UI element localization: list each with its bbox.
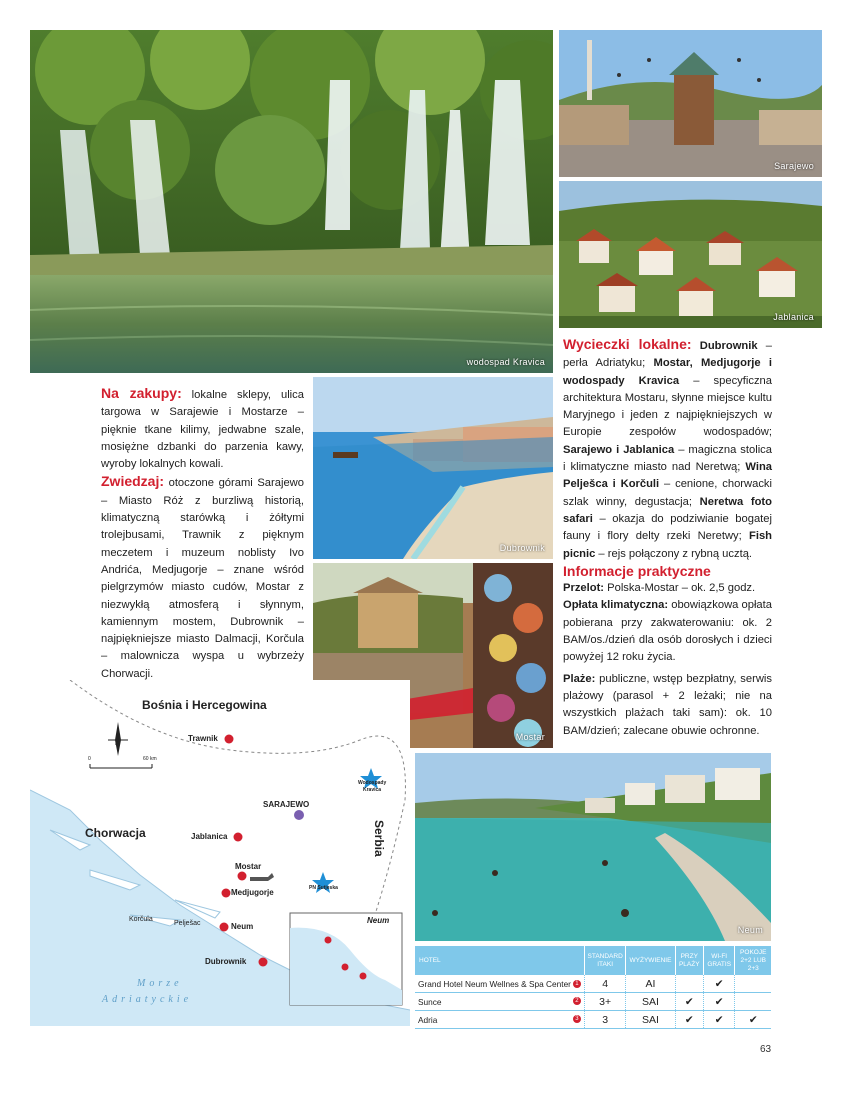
photo-caption: wodospad Kravica (466, 357, 545, 367)
fee-text: obowiązkowa opłata pobierana przy zakwaterowaniu: ok. 2 BAM/os./dzień dla osób dorosłych i dzieci powyżej 12 roku życia. (563, 599, 772, 664)
excursions-heading: Wycieczki lokalne: (563, 336, 692, 352)
map-country-serbia: Serbia (372, 820, 386, 857)
rooms-cell: ✔ (735, 1011, 771, 1029)
map-place-jablanica: Jablanica (191, 832, 228, 841)
sightseeing-paragraph (101, 473, 304, 683)
hotel-number-badge: 1 (573, 980, 581, 988)
table-row (415, 993, 771, 1011)
standard-cell: 3 (584, 1011, 625, 1029)
hotel-name-cell (415, 1011, 584, 1029)
photo-caption: Jablanica (773, 312, 814, 322)
map-country-bih: Bośnia i Hercegowina (142, 698, 267, 712)
map-place-medjugorje: Medjugorje (231, 888, 274, 897)
beach-cell: ✔ (675, 993, 703, 1011)
sightseeing-heading: Zwiedzaj: (101, 473, 165, 490)
table-header: STANDARD ITAKI (584, 946, 625, 975)
fee-paragraph (563, 597, 772, 666)
excursion-desc: – specyficzna architektura Mostaru, słynne miejsce kultu Maryjnego i jeden z najpiękniejszych w Europie zespołów wodospadów; (563, 374, 773, 439)
shopping-heading: Na zakupy: (101, 385, 182, 401)
hotel-name-cell (415, 993, 584, 1011)
excursion-name: Fish picnic (563, 530, 772, 560)
excursion-desc: – magiczna stolica i klimatyczne miasto nad Neretwą; (563, 443, 772, 474)
compass-label: N (115, 740, 121, 747)
hotel-number-badge: 3 (573, 1015, 581, 1023)
standard-cell: 4 (584, 975, 625, 993)
map-place-sutjeska: PN Sutjeska (309, 885, 338, 891)
photo-caption: Mostar (515, 732, 545, 742)
table-header: WYŻYWIENIE (626, 946, 675, 975)
region-map (30, 680, 410, 1026)
standard-cell: 3+ (584, 993, 625, 1011)
beach-text: publiczne, wstęp bezpłatny, serwis plażowy (parasol + 2 leżaki; nie na wszystkich plażach taki sam): ok. 10 BAM/dzień; zalecane obuwie ochronne. (563, 672, 772, 737)
map-place-trawnik: Trawnik (188, 734, 218, 743)
map-sea-label: Adriatyckie (102, 994, 193, 1005)
wifi-cell: ✔ (703, 975, 735, 993)
practical-info-heading: Informacje praktyczne (563, 562, 711, 579)
excursions-paragraph (563, 336, 772, 563)
flight-text: Polska-Mostar – ok. 2,5 godz. (604, 582, 756, 595)
shopping-paragraph (101, 385, 304, 473)
excursion-desc: – okazja do podziwianie bogatej fauny i flory delty rzeki Neretwy; (563, 512, 772, 543)
jablanica-photo (559, 181, 822, 328)
table-header: HOTEL (415, 946, 584, 975)
beach-label: Plaże: (563, 672, 596, 685)
wifi-cell: ✔ (703, 1011, 735, 1029)
scale-end-label: 60 km (143, 756, 157, 762)
rooms-cell (735, 993, 771, 1011)
fee-label: Opłata klimatyczna: (563, 599, 669, 612)
right-text-block (563, 336, 772, 740)
board-cell: SAI (626, 1011, 675, 1029)
excursion-name: Neretwa foto safari (563, 495, 772, 525)
hotel-name: Adria (418, 1014, 438, 1025)
map-place-korcula: Korčula (129, 916, 153, 923)
hotel-name: Sunce (418, 996, 442, 1007)
excursion-name: Dubrownik (699, 340, 758, 352)
wifi-cell: ✔ (703, 993, 735, 1011)
table-header: PRZY PLAŻY (675, 946, 703, 975)
map-place-mostar: Mostar (235, 862, 262, 871)
sightseeing-body: otoczone górami Sarajewo – Miasto Róż z burzliwą historią, klimatyczną starówką i żółtymi trolejbusami, Trawnik z pięknym meczetem i muzeum noblisty Ivo Andrića, Medjugorje – znane wśród pielgrzymów miasto cudów, Mostar z niezwykłą atmosferą i słynnym, kamiennym mostem, Dubrownik – najpiękniejsze miasto Dalmacji, Korčula – malownicza wyspa u wybrzeży Chorwacji. (101, 477, 304, 680)
shopping-body: lokalne sklepy, ulica targowa w Sarajewie i Mostarze – pięknie tkane kilimy, jedwabne szale, mosiężne dzbanki do parzenia kawy, wyroby lokalnych kowali. (101, 389, 304, 471)
table-row (415, 975, 771, 993)
neum-beach-photo (415, 753, 771, 941)
excursion-desc: – rejs połączony z rybną ucztą. (595, 547, 753, 560)
photo-caption: Sarajewo (774, 161, 814, 171)
table-row (415, 1011, 771, 1029)
map-graphic (30, 680, 410, 1026)
map-inset-label: Neum (367, 916, 390, 925)
map-sea-label: Morze (137, 978, 183, 989)
board-cell: SAI (626, 993, 675, 1011)
excursion-desc: – cenione, chorwacki szlak winny, degustacja; (563, 478, 772, 508)
excursion-name: Wina Pelješca i Korčuli (563, 461, 772, 491)
excursion-name: Mostar, Medjugorje i wodospady Kravica (563, 357, 772, 387)
flight-label: Przelot: (563, 582, 605, 595)
beach-cell: ✔ (675, 1011, 703, 1029)
beach-cell (675, 975, 703, 993)
map-place-peljesac: Pelješac (174, 920, 201, 927)
beach-paragraph (563, 671, 772, 740)
hotel-name-cell (415, 975, 584, 993)
photo-caption: Neum (737, 925, 763, 935)
map-place-dubrownik: Dubrownik (205, 957, 247, 966)
map-place-kravica: Wodospady (358, 780, 387, 786)
table-header: POKOJE 2+2 LUB 2+3 (735, 946, 771, 975)
excursion-desc: – perła Adriatyku; (563, 340, 772, 370)
excursion-name: Sarajewo i Jablanica (563, 443, 675, 456)
page-number: 63 (760, 1044, 772, 1055)
dubrovnik-photo (313, 377, 553, 559)
table-header: WI-FI GRATIS (703, 946, 735, 975)
map-country-croatia: Chorwacja (85, 826, 146, 840)
hotel-number-badge: 2 (573, 997, 581, 1005)
scale-start-label: 0 (88, 756, 91, 762)
table-header-row (415, 946, 771, 975)
map-place-sarajewo: SARAJEWO (263, 800, 310, 809)
kravica-waterfall-photo (30, 30, 553, 373)
left-text-block (101, 385, 304, 683)
map-place-neum: Neum (231, 922, 254, 931)
hotel-table (415, 946, 771, 1029)
photo-caption: Dubrownik (499, 543, 545, 553)
sarajevo-photo (559, 30, 822, 177)
rooms-cell (735, 975, 771, 993)
map-place-kravica: Kravica (363, 787, 382, 793)
flight-paragraph (563, 580, 772, 597)
hotel-name: Grand Hotel Neum Wellnes & Spa Center (418, 978, 571, 989)
board-cell: AI (626, 975, 675, 993)
